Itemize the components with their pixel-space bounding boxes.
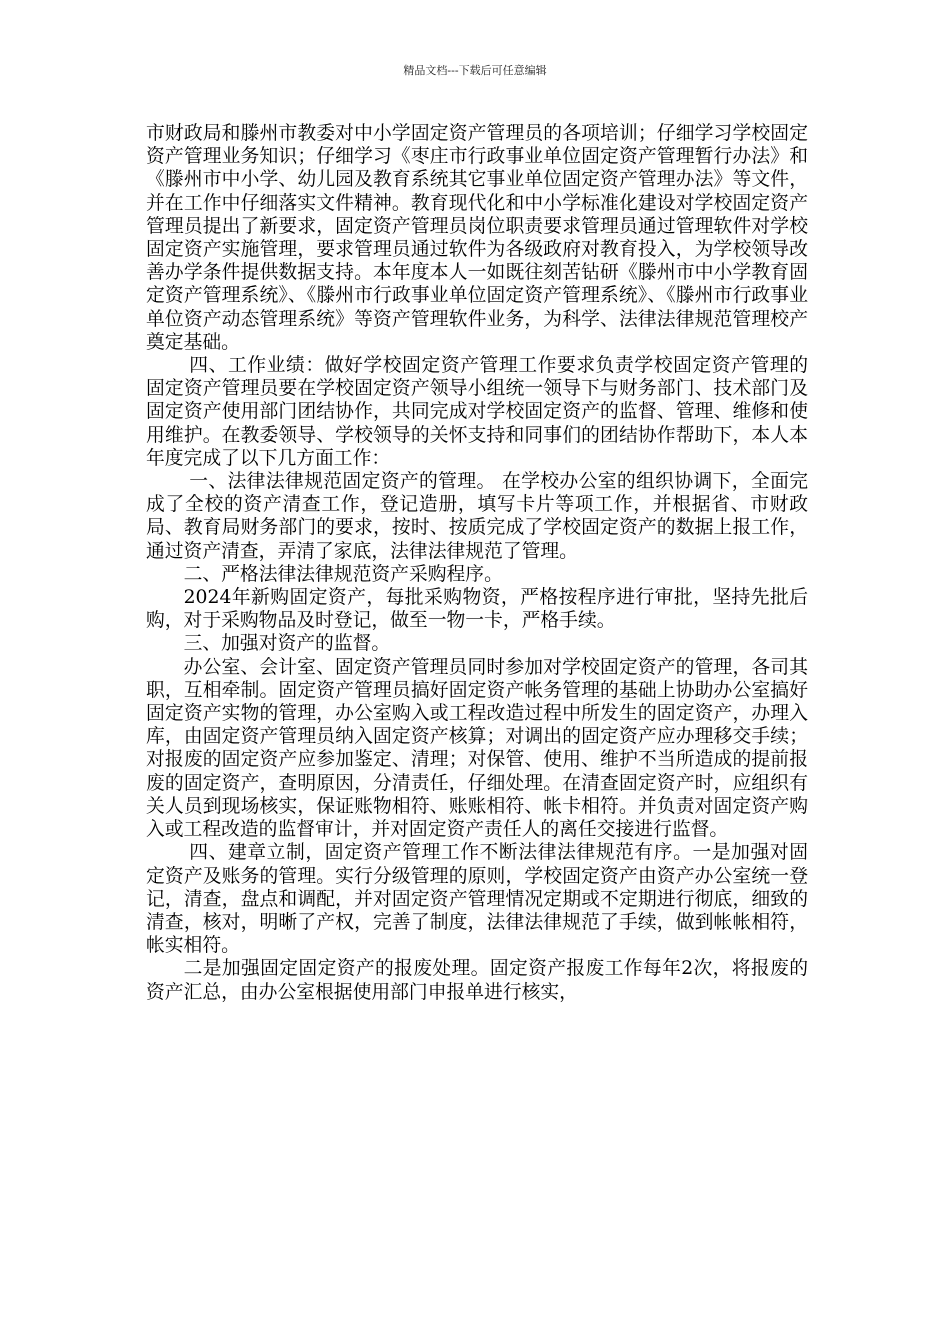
paragraph-heading-supervision: 三、加强对资产的监督。: [183, 633, 391, 655]
paragraph-regulations: 四、建章立制，固定资产管理工作不断法律法律规范有序。一是加强对固定资产及账务的管理。实行分级管理的原则，学校固定资产由资产办公室统一登记，清查，盘点和调配，并对固定资产管理情况定期或不定期进行彻底，细致的清查，核对，明晰了产权，完善了制度，法律法律规范了手续，做到帐帐相符，帐实相符。: [146, 842, 808, 957]
paragraph-scrapping: 二是加强固定固定资产的报废处理。固定资产报废工作每年2次，将报废的资产汇总，由办公室根据使用部门申报单进行核实，: [146, 958, 808, 1003]
paragraph-asset-management: 一、法律法律规范固定资产的管理。 在学校办公室的组织协调下，全面完成了全校的资产清查工作，登记造册，填写卡片等项工作，并根据省、市财政局、教育局财务部门的要求，按时、按质完成了学校固定资产的数据上报工作，通过资产清查，弄清了家底，法律法律规范了管理。: [146, 471, 808, 562]
paragraph-supervision: 办公室、会计室、固定资产管理员同时参加对学校固定资产的管理，各司其职，互相牵制。固定资产管理员搞好固定资产帐务管理的基础上协助办公室搞好固定资产实物的管理，办公室购入或工程改造过程中所发生的固定资产，办理入库，由固定资产管理员纳入固定资产核算；对调出的固定资产应办理移交手续；对报废的固定资产应参加鉴定、清理；对保管、使用、维护不当所造成的提前报废的固定资产，查明原因，分清责任，仔细处理。在清查固定资产时，应组织有关人员到现场核实，保证账物相符、账账相符、帐卡相符。并负责对固定资产购入或工程改造的监督审计，并对固定资产责任人的离任交接进行监督。: [146, 656, 808, 841]
paragraph-procurement: 2024年新购固定资产，每批采购物资，严格按程序进行审批，坚持先批后购，对于采购物品及时登记，做至一物一卡，严格手续。: [146, 587, 808, 632]
paragraph-work-achievements: 四、工作业绩：做好学校固定资产管理工作要求负责学校固定资产管理的固定资产管理员要在学校固定资产领导小组统一领导下与财务部门、技术部门及固定资产使用部门团结协作，共同完成对学校固定资产的监督、管理、维修和使用维护。在教委领导、学校领导的关怀支持和同事们的团结协作帮助下，本人本年度完成了以下几方面工作：: [146, 355, 808, 469]
document-body: [146, 122, 808, 1004]
paragraph-heading-procurement: 二、严格法律法律规范资产采购程序。: [183, 563, 503, 585]
page-header: 精品文档---下载后可任意编辑: [403, 64, 547, 77]
paragraph-training: 市财政局和滕州市教委对中小学固定资产管理员的各项培训；仔细学习学校固定资产管理业务知识；仔细学习《枣庄市行政事业单位固定资产管理暂行办法》和《滕州市中小学、幼儿园及教育系统其它事业单位固定资产管理办法》等文件，并在工作中仔细落实文件精神。教育现代化和中小学标准化建设对学校固定资产管理员提出了新要求，固定资产管理员岗位职责要求管理员通过管理软件对学校固定资产实施管理，要求管理员通过软件为各级政府对教育投入，为学校领导改善办学条件提供数据支持。本年度本人一如既往刻苦钻研《滕州市中小学教育固定资产管理系统》、《滕州市行政事业单位固定资产管理系统》、《滕州市行政事业单位资产动态管理系统》等资产管理软件业务，为科学、法律法律规范管理校产奠定基础。: [146, 123, 808, 353]
